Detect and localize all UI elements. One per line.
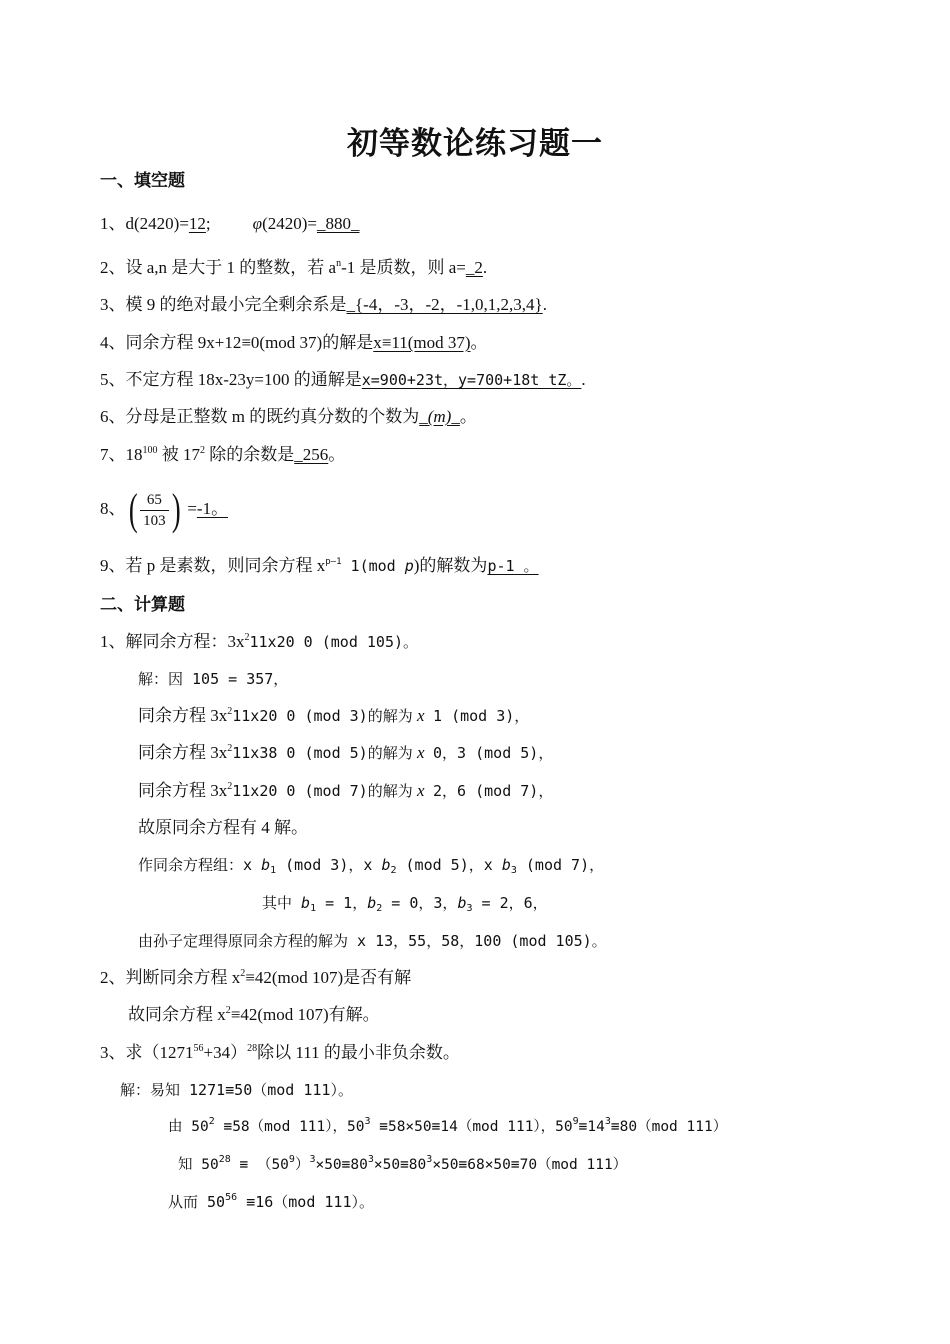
legendre-symbol: $\frac{65}{103}$ — [140, 490, 169, 531]
calc-3-line-4: 从而 $50^{56} \equiv 16(mod$ 111）。 — [168, 1192, 374, 1211]
question-2: 2、设 a,n 是大于 1 的整数，若 $a^n-1$ 是质数，则 a=_2. — [100, 258, 488, 277]
section-heading-fill-blank: 一、填空题 — [100, 171, 185, 191]
calc-1-line-4: 同余方程 $3x^211x20$ 0 (mod 7)的解为 x 2，6 (mod 7)， — [138, 781, 554, 800]
calc-1-line-3: 同余方程 $3x^211x38$ 0 (mod 5)的解为 x 0，3 (mod 5)， — [138, 743, 554, 762]
calc-2-question: 2、判断同余方程 $x^2\equiv 42(mod$ 107)是否有解 — [100, 968, 412, 987]
calc-1-line-7: 其中 $b_1 = 1$，$b_2 = 0$，3，$b_3 = 2$，6， — [262, 894, 548, 914]
question-6: 6、分母是正整数 m 的既约真分数的个数为_(m)_。 — [100, 407, 477, 426]
page-title: 初等数论练习题一 — [347, 126, 603, 162]
calc-1-line-1: 解：因 105 = 357， — [138, 670, 289, 688]
question-4: 4、同余方程 9x+12≡0(mod 37)的解是x≡11(mod 37)。 — [100, 333, 488, 352]
calc-2-answer: 故同余方程 $x^2\equiv 42(mod$ 107)有解。 — [128, 1005, 380, 1024]
calc-3-line-3: 知 $50^{28} \equiv (50^9)^3\times 50\equiv 80^3\times 50\equiv 80^3\times 50\equiv 68\times 50\equiv 70(mod$ 111） — [178, 1154, 628, 1173]
question-5: 5、不定方程 18x-23y=100 的通解是x=900+23t，y=700+18t tZ。. — [100, 370, 586, 389]
question-8: 8、( $\frac{65}{103}$ ) =-1。 — [100, 485, 229, 535]
question-9: 9、若 p 是素数，则同余方程 $x^{p-1}$ 1(mod p)的解数为p-1 。 — [100, 556, 539, 575]
calc-3-line-2: 由 $50^2 \equiv 58(mod$ 111），$50^3 \equiv 58\times 50\equiv 14(mod$ 111），$50^9\equiv 14^3\equiv 80(mod$ 111） — [168, 1116, 728, 1135]
section-heading-calculation: 二、计算题 — [100, 595, 185, 615]
question-7: 7、$18^{100}$ 被 $17^2$ 除的余数是_256。 — [100, 445, 346, 464]
calc-1-line-2: 同余方程 $3x^211x20$ 0 (mod 3)的解为 x 1 (mod 3)， — [138, 706, 530, 725]
calc-3-line-1: 解：易知 1271≡50（mod 111）。 — [120, 1081, 353, 1099]
calc-1-line-5: 故原同余方程有 4 解。 — [138, 818, 308, 837]
question-1: 1、d(2420)=12; φ(2420)=_880_ — [100, 214, 360, 233]
calc-1-line-6: 作同余方程组：x $b_1$ (mod 3)，x $b_2$ (mod 5)，x $b_3$ (mod 7)， — [138, 856, 605, 876]
question-3: 3、模 9 的绝对最小完全剩余系是_{-4，-3，-2，-1,0,1,2,3,4}. — [100, 295, 547, 314]
calc-1-line-8: 由孙子定理得原同余方程的解为 x 13，55，58，100 (mod 105)。 — [138, 932, 607, 950]
calc-3-question: 3、求$(1271^{56}+34)^{28}$除以 111 的最小非负余数。 — [100, 1043, 460, 1062]
calc-1-question: 1、解同余方程：$3x^211x20$ 0 (mod 105)。 — [100, 632, 419, 651]
